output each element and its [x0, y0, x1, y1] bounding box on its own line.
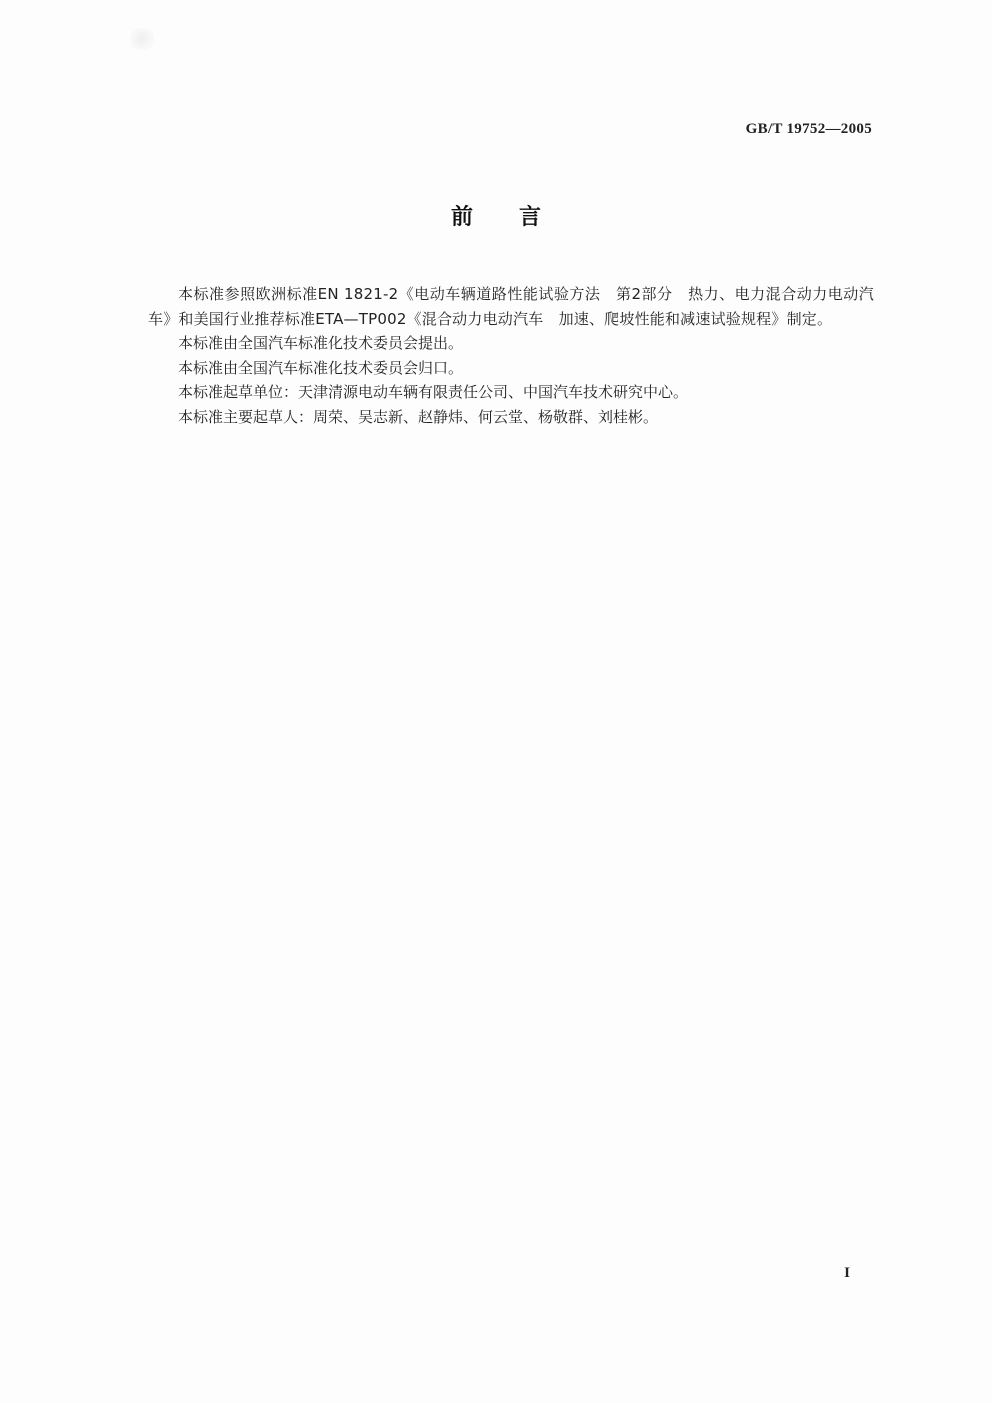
- page-number: I: [844, 1265, 850, 1281]
- scan-mark: [130, 28, 154, 50]
- page-title: [0, 200, 992, 231]
- paragraph-proposed-by: 本标准由全国汽车标准化技术委员会提出。: [178, 334, 464, 352]
- foreword-body: [148, 282, 874, 429]
- title-char-1: 前: [450, 205, 473, 230]
- paragraph-administered-by: 本标准由全国汽车标准化技术委员会归口。: [178, 358, 464, 377]
- standard-number: GB/T 19752—2005: [745, 121, 872, 137]
- paragraph-drafters: 本标准主要起草人：周荣、吴志新、赵静炜、何云堂、杨敬群、刘桂彬。: [178, 407, 659, 426]
- title-char-2: 言: [519, 205, 542, 230]
- paragraph-reference-standards: 本标准参照欧洲标准EN 1821-2《电动车辆道路性能试验方法 第2部分 热力、电力混合动力电动汽车》和美国行业推荐标准ETA—TP002《混合动力电动汽车 加速、爬坡性能和减速试验规程》制定。: [148, 285, 874, 328]
- paragraph-drafting-units: 本标准起草单位：天津清源电动车辆有限责任公司、中国汽车技术研究中心。: [178, 383, 689, 401]
